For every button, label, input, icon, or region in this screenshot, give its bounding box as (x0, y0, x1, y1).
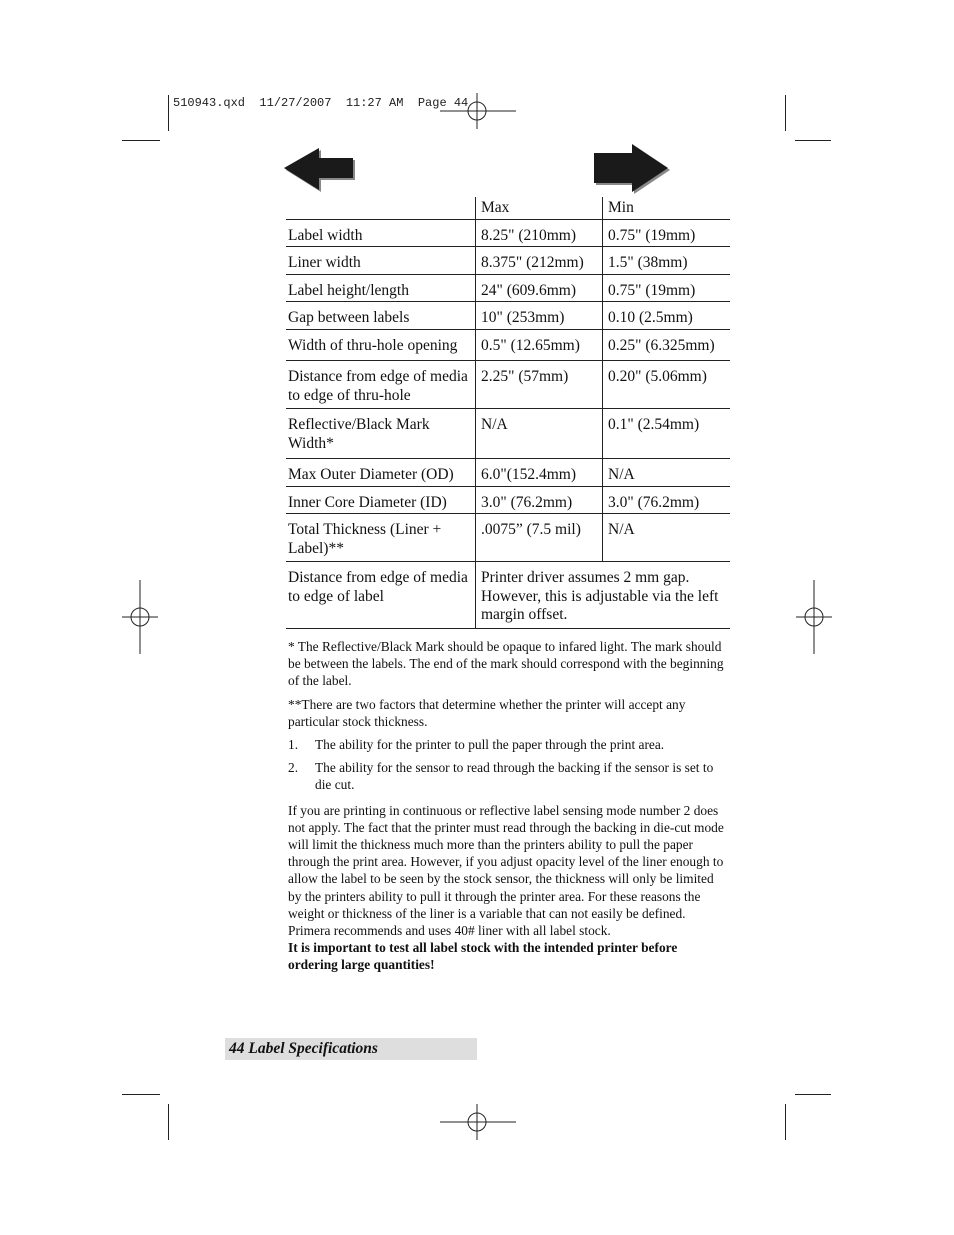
list-text: The ability for the printer to pull the paper through the print area. (315, 737, 665, 753)
row-max: 3.0" (76.2mm) (476, 486, 603, 514)
list-item (288, 759, 728, 793)
table-row (286, 486, 730, 514)
footnote-thickness: **There are two factors that determine whether the printer will accept any particular stock thickness. (288, 696, 686, 729)
row-min: N/A (603, 459, 731, 487)
row-label: Max Outer Diameter (OD) (286, 459, 476, 487)
row-max: 24" (609.6mm) (476, 274, 603, 302)
row-max: .0075” (7.5 mil) (476, 514, 603, 562)
registration-mark-icon (122, 580, 158, 654)
table-row (286, 514, 730, 562)
column-header-max: Max (476, 197, 603, 219)
row-max: 10" (253mm) (476, 302, 603, 330)
table-row (286, 409, 730, 459)
thickness-paragraph: If you are printing in continuous or reflective label sensing mode number 2 does not apply. The fact that the printer must read through the backing in die-cut mode will limit the thickness much more than the printers ability to pull the paper through the print area. However, if you adjust opacity level of the liner enough to allow the label to be seen by the stock sensor, the thickness will only be limited by the printers ability to pull it through the printer area. For these reasons the weight or thickness of the liner is a variable that can not easily be defined. Primera recommends and uses 40# liner with all label stock. (288, 802, 724, 939)
registration-mark-icon (440, 1104, 516, 1140)
row-min: N/A (603, 514, 731, 562)
table-row (286, 247, 730, 275)
table-row (286, 361, 730, 409)
list-number: 1. (288, 737, 299, 753)
file-slug: 510943.qxd 11/27/2007 11:27 AM Page 44 (173, 96, 469, 110)
right-arrow-icon[interactable] (592, 144, 672, 194)
row-label: Inner Core Diameter (ID) (286, 486, 476, 514)
table-row (286, 329, 730, 361)
list-item (288, 736, 728, 753)
notes-section (288, 638, 728, 980)
row-max: 6.0"(152.4mm) (476, 459, 603, 487)
row-min: 0.25" (6.325mm) (603, 329, 731, 361)
row-label: Distance from edge of media to edge of thru-hole (286, 361, 476, 409)
row-merged-value: Printer driver assumes 2 mm gap. However, this is adjustable via the left margin offset. (476, 562, 731, 629)
row-max: 2.25" (57mm) (476, 361, 603, 409)
column-header-min: Min (603, 197, 731, 219)
table-row (286, 302, 730, 330)
row-label: Liner width (286, 247, 476, 275)
column-header-label (286, 197, 476, 219)
footnote-reflective-mark: * The Reflective/Black Mark should be opaque to infared light. The mark should be between the labels. The end of the mark should correspond with the beginning of the label. (288, 639, 724, 689)
warning-text: It is important to test all label stock with the intended printer before ordering large quantities! (288, 940, 678, 973)
row-max: 0.5" (12.65mm) (476, 329, 603, 361)
left-arrow-icon[interactable] (282, 146, 356, 192)
row-label: Total Thickness (Liner + Label)** (286, 514, 476, 562)
row-min: 0.10 (2.5mm) (603, 302, 731, 330)
row-label: Label height/length (286, 274, 476, 302)
row-label: Reflective/Black Mark Width* (286, 409, 476, 459)
row-label: Label width (286, 219, 476, 247)
row-min: 0.20" (5.06mm) (603, 361, 731, 409)
table-row (286, 219, 730, 247)
registration-mark-icon (796, 580, 832, 654)
row-max: 8.25" (210mm) (476, 219, 603, 247)
row-min: 1.5" (38mm) (603, 247, 731, 275)
table-header-row (286, 197, 730, 219)
row-max: 8.375" (212mm) (476, 247, 603, 275)
row-min: 0.75" (19mm) (603, 274, 731, 302)
list-text: The ability for the sensor to read through the backing if the sensor is set to die cut. (315, 760, 714, 793)
table-row (286, 562, 730, 629)
row-min: 3.0" (76.2mm) (603, 486, 731, 514)
table-row (286, 459, 730, 487)
list-number: 2. (288, 760, 299, 776)
registration-mark-icon (440, 93, 516, 129)
row-label: Distance from edge of media to edge of label (286, 562, 476, 629)
row-min: 0.75" (19mm) (603, 219, 731, 247)
label-spec-table (286, 197, 730, 629)
row-max: N/A (476, 409, 603, 459)
row-label: Gap between labels (286, 302, 476, 330)
table-row (286, 274, 730, 302)
row-min: 0.1" (2.54mm) (603, 409, 731, 459)
page-footer: 44 Label Specifications (225, 1038, 477, 1060)
row-label: Width of thru-hole opening (286, 329, 476, 361)
